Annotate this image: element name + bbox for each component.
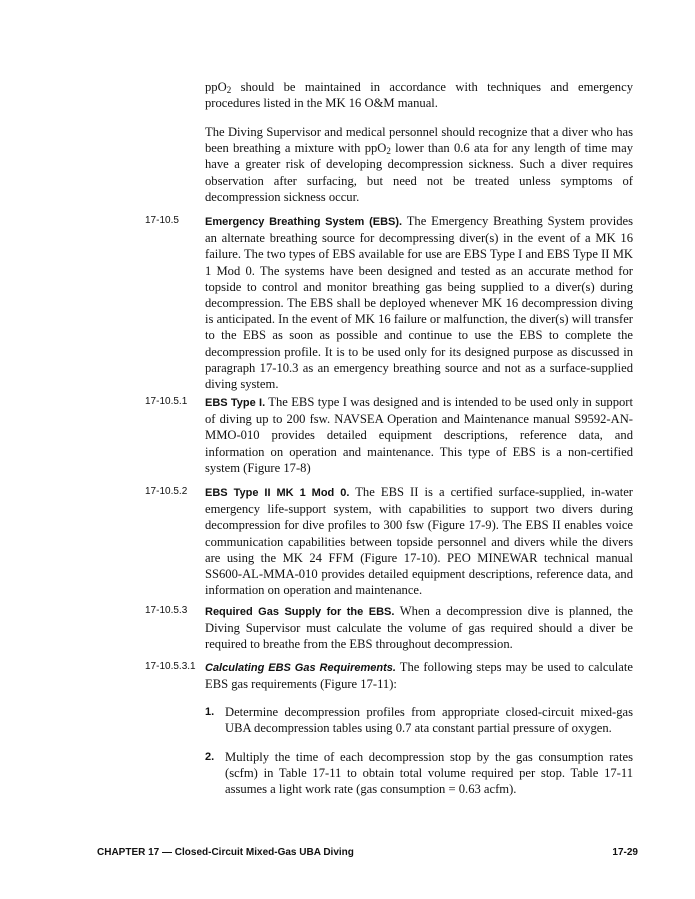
- section-number: 17-10.5.3: [145, 605, 188, 616]
- section-calculating-ebs-gas: [205, 659, 633, 692]
- intro-paragraph-1-text: should be maintained in accordance with techniques and emergency procedures listed in the MK 16 O&M manual.: [205, 80, 633, 111]
- section-body: The following steps may be used to calculate EBS gas requirements (Figure 17-11):: [205, 660, 633, 692]
- section-heading: Required Gas Supply for the EBS.: [205, 606, 395, 618]
- ppo2-label: ppO: [205, 80, 227, 94]
- section-heading: Emergency Breathing System (EBS).: [205, 216, 403, 228]
- section-number: 17-10.5.1: [145, 396, 188, 407]
- section-heading: EBS Type II MK 1 Mod 0.: [205, 487, 350, 499]
- section-ebs-type-1: [205, 394, 633, 476]
- step-number: 1.: [205, 706, 215, 718]
- section-body: The EBS II is a certified surface-supplied, in-water emergency life-support system, with capabilities to support two divers during decompression for dive profiles to 300 fsw (Figure 17-9). The EBS II enables voice communication capabilities between topside personnel and divers while the divers are using the MK 24 FFM (Figure 17-10). PEO MINEWAR technical manual SS600-AL-MMA-010 provides detailed equipment descriptions, reference data, and information on operation and maintenance.: [205, 485, 633, 598]
- section-required-gas-supply: [205, 603, 633, 653]
- step-number: 2.: [205, 751, 215, 763]
- section-number: 17-10.5.3.1: [145, 661, 196, 672]
- step-text: Multiply the time of each decompression stop by the gas consumption rates (scfm) in Table 17-11 to obtain total volume required per stop. Table 17-11 assumes a light work rate (gas consumption = 0.63 acfm).: [225, 750, 633, 797]
- ppo2-subscript: 2: [226, 85, 232, 95]
- section-heading: Calculating EBS Gas Requirements.: [205, 662, 396, 674]
- section-number: 17-10.5.2: [145, 486, 188, 497]
- section-body: The Emergency Breathing System provides an alternate breathing source for decompressing diver(s) in the event of a MK 16 failure. The two types of EBS available for use are EBS Type I and EBS Type II MK 1 Mod 0. The systems have been designed and tested as an accurate method for topside to control and monitor breathing gas being supplied to a diver(s) during decompression. The EBS shall be deployed whenever MK 16 decompression diving is anticipated. In the event of MK 16 failure or malfunction, the diver(s) will transfer to the EBS as soon as possible and continue to use the EBS to complete the decompression profile. It is to be used only for its designed purpose as discussed in paragraph 17-10.3 as an emergency breathing source and not as a surface-supplied diving system.: [205, 214, 633, 392]
- section-heading: EBS Type I.: [205, 397, 266, 409]
- footer-chapter-title: CHAPTER 17 — Closed-Circuit Mixed-Gas UBA Diving: [97, 847, 354, 858]
- step-text: Determine decompression profiles from appropriate closed-circuit mixed-gas UBA decompression tables using 0.7 ata constant partial pressure of oxygen.: [225, 705, 633, 736]
- intro-paragraph-2-text-a: The Diving Supervisor and medical personnel should recognize that a diver who has been breathing a mixture with ppO: [205, 125, 633, 156]
- section-ebs-type-2: [205, 484, 633, 598]
- ppo2-subscript: 2: [386, 146, 391, 157]
- section-number: 17-10.5: [145, 215, 179, 226]
- intro-paragraph-2: [205, 124, 633, 205]
- section-ebs: [205, 213, 633, 392]
- footer-page-number: 17-29: [612, 847, 638, 858]
- section-body: The EBS type I was designed and is intended to be used only in support of diving up to 200 fsw. NAVSEA Operation and Maintenance manual S9592-AN-MMO-010 provides detailed equipment descriptions, reference data, and information on operation and maintenance. This type of EBS is a non-certified system (Figure 17-8): [205, 395, 633, 475]
- intro-paragraph-1: [205, 79, 633, 111]
- intro-paragraph-2-text-b: lower than 0.6 ata for any length of time may have a greater risk of developing decompression sickness. Such a diver requires observation after surfacing, but need not be treated unless symptoms of decompression sickness occur.: [205, 141, 633, 204]
- section-body: When a decompression dive is planned, the Diving Supervisor must calculate the volume of gas required should a diver be required to breathe from the EBS throughout decompression.: [205, 604, 633, 652]
